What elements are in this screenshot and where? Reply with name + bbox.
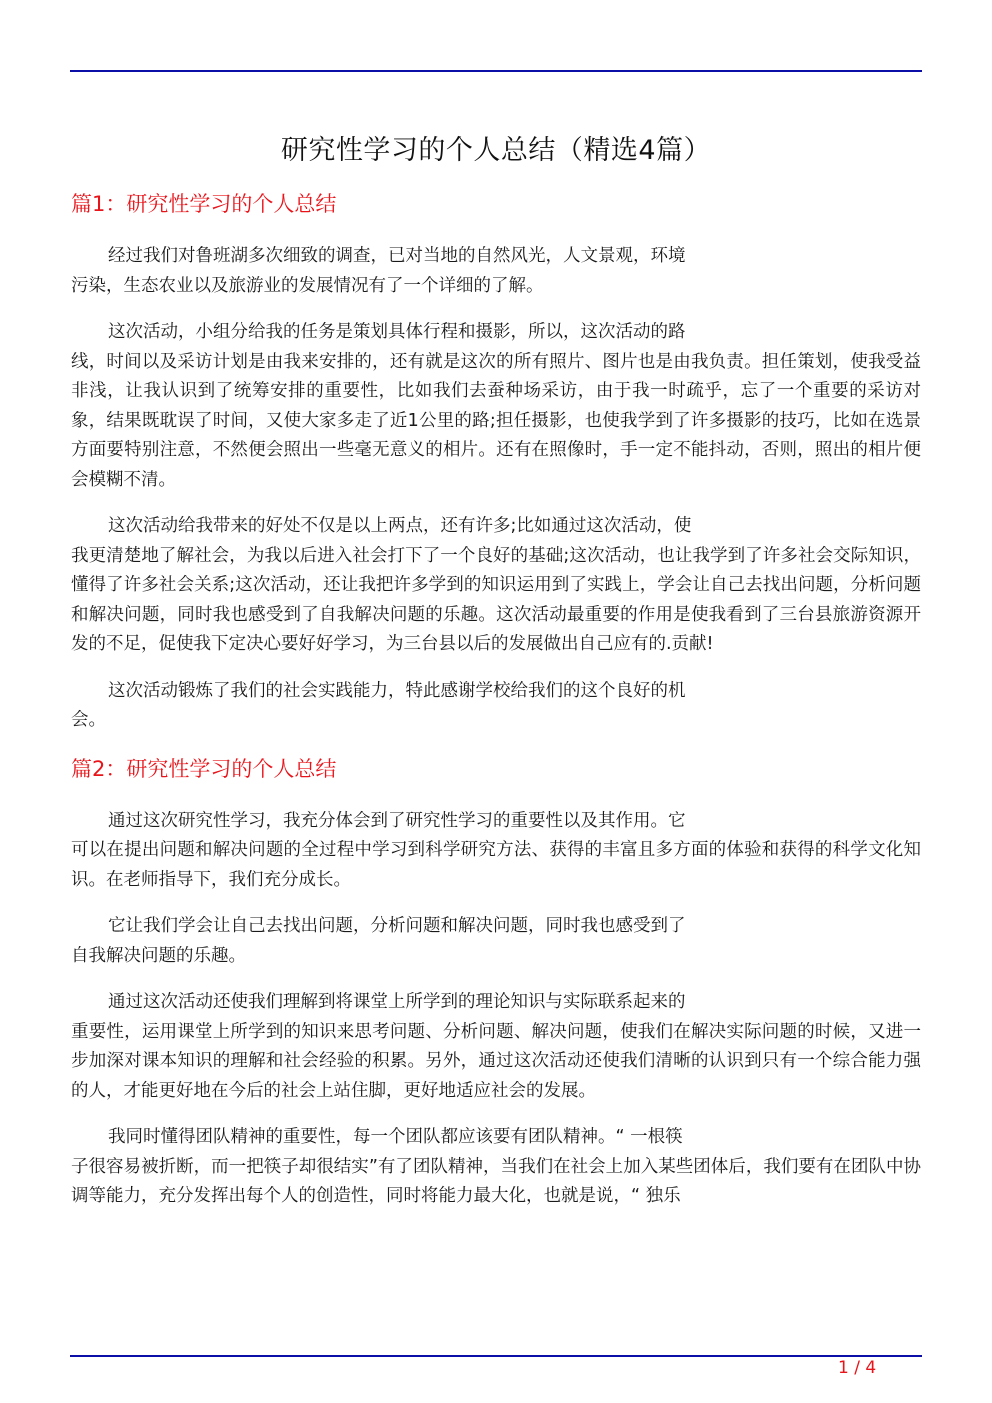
page-number: 1 / 4 xyxy=(838,1358,877,1378)
paragraph-text: 我更清楚地了解社会，为我以后进入社会打下了一个良好的基础;这次活动，也让我学到了许多社会交际知识，懂得了许多社会关系;这次活动，还让我把许多学到的知识运用到了实践上，学会让自己去找出问题，分析问题和解决问题，同时我也感受到了自我解决问题的乐趣。这次活动最重要的作用是使我看到了三台县旅游资源开发的不足，促使我下定决心要好好学习，为三台县以后的发展做出自己应有的.贡献! xyxy=(71,545,921,654)
paragraph-text: 子很容易被折断，而一把筷子却很结实”有了团队精神，当我们在社会上加入某些团体后，我们要有在团队中协调等能力，充分发挥出每个人的创造性，同时将能力最大化，也就是说，“ 独乐 xyxy=(71,1156,921,1206)
section-2 xyxy=(71,753,921,1212)
paragraph xyxy=(71,912,921,971)
paragraph xyxy=(71,318,921,495)
header-rule xyxy=(70,70,922,72)
paragraph-first-line: 我同时懂得团队精神的重要性，每一个团队都应该要有团队精神。“ 一根筷 xyxy=(108,1127,683,1147)
document-body xyxy=(71,188,921,1229)
paragraph xyxy=(71,677,921,736)
paragraph-text: 可以在提出问题和解决问题的全过程中学习到科学研究方法、获得的丰富且多方面的体验和获得的科学文化知识。在老师指导下，我们充分成长。 xyxy=(71,840,921,890)
paragraph-text: 自我解决问题的乐趣。 xyxy=(71,945,246,966)
paragraph xyxy=(71,242,921,301)
paragraph xyxy=(71,1123,921,1212)
paragraph xyxy=(71,512,921,660)
paragraph-first-line: 这次活动锻炼了我们的社会实践能力，特此感谢学校给我们的这个良好的机 xyxy=(108,680,686,701)
paragraph-first-line: 经过我们对鲁班湖多次细致的调查，已对当地的自然风光，人文景观，环境 xyxy=(108,246,686,266)
paragraph-first-line: 通过这次研究性学习，我充分体会到了研究性学习的重要性以及其作用。它 xyxy=(108,810,686,831)
paragraph-first-line: 通过这次活动还使我们理解到将课堂上所学到的理论知识与实际联系起来的 xyxy=(108,992,686,1012)
paragraph-text: 线，时间以及采访计划是由我来安排的，还有就是这次的所有照片、图片也是由我负责。担任策划，使我受益非浅，让我认识到了统筹安排的重要性，比如我们去蚕种场采访，由于我一时疏乎，忘了一个重要的采访对象，结果既耽误了时间，又使大家多走了近1公里的路;担任摄影，也使我学到了许多摄影的技巧，比如在选景方面要特别注意，不然便会照出一些毫无意义的相片。还有在照像时，手一定不能抖动，否则，照出的相片便会模糊不清。 xyxy=(71,351,921,490)
paragraph-text: 污染，生态农业以及旅游业的发展情况有了一个详细的了解。 xyxy=(71,275,544,296)
paragraph xyxy=(71,988,921,1106)
paragraph-first-line: 这次活动，小组分给我的任务是策划具体行程和摄影，所以，这次活动的路 xyxy=(108,322,686,342)
section-heading: 篇1：研究性学习的个人总结 xyxy=(71,192,337,216)
paragraph xyxy=(71,807,921,896)
section-1 xyxy=(71,188,921,736)
paragraph-first-line: 它让我们学会让自己去找出问题，分析问题和解决问题，同时我也感受到了 xyxy=(108,916,686,936)
paragraph-first-line: 这次活动给我带来的好处不仅是以上两点，还有许多;比如通过这次活动，使 xyxy=(108,516,692,536)
footer-rule xyxy=(70,1355,922,1357)
paragraph-text: 会。 xyxy=(71,710,106,730)
document-title: 研究性学习的个人总结（精选4篇） xyxy=(280,135,712,166)
section-heading: 篇2：研究性学习的个人总结 xyxy=(71,756,337,781)
paragraph-text: 重要性，运用课堂上所学到的知识来思考问题、分析问题、解决问题，使我们在解决实际问题的时候，又进一步加深对课本知识的理解和社会经验的积累。另外，通过这次活动还使我们清晰的认识到只有一个综合能力强的人，才能更好地在今后的社会上站住脚，更好地适应社会的发展。 xyxy=(71,1021,921,1101)
